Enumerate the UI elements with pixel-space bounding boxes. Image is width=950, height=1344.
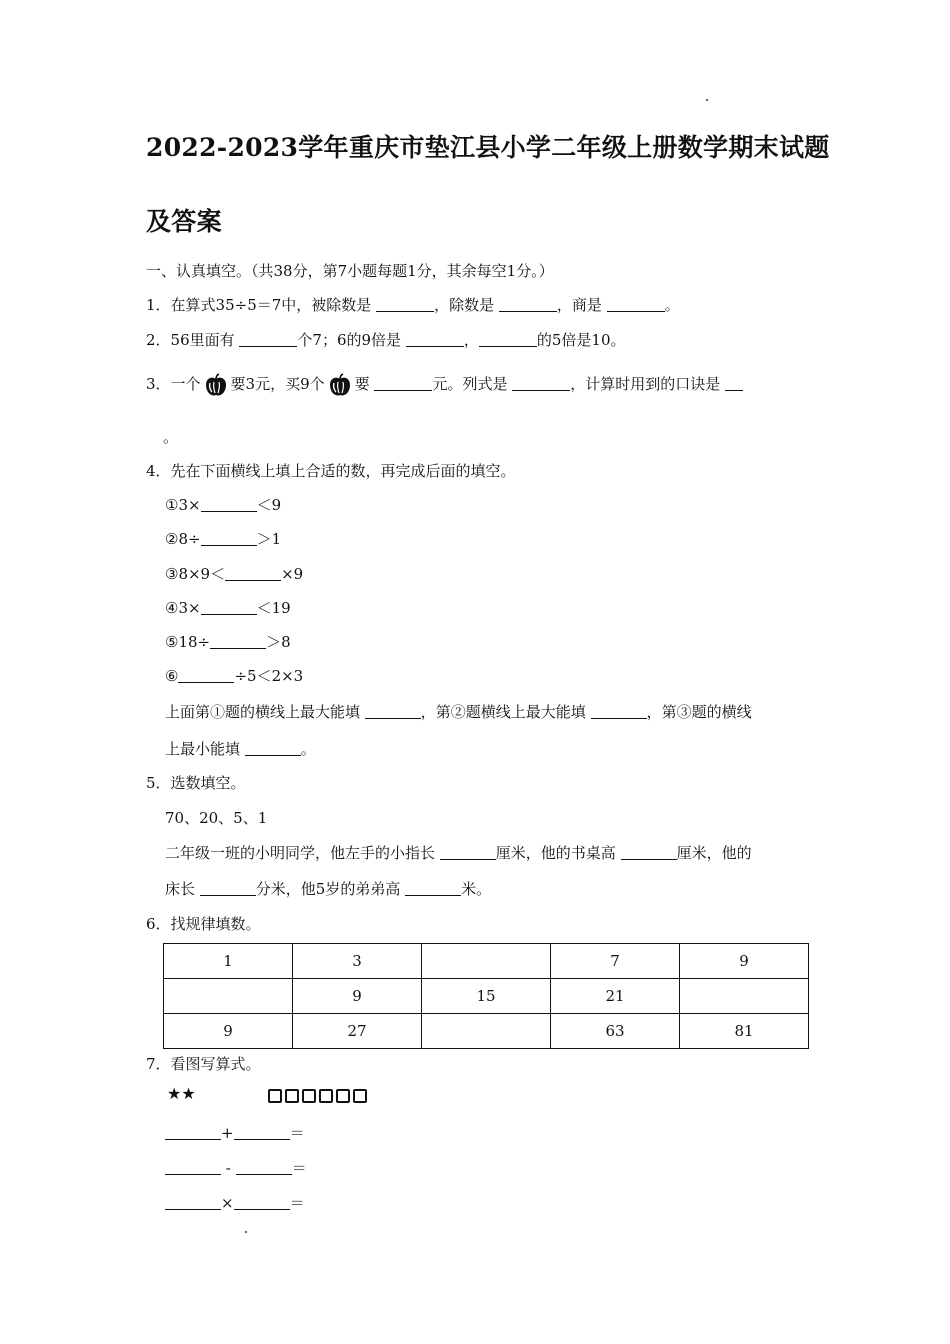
table-cell: 63	[551, 1014, 680, 1049]
operator-text: -	[225, 1159, 231, 1177]
q3-text-e: ，计算时用到的口诀是	[570, 375, 721, 393]
q5-text: 厘米，他的	[676, 844, 752, 862]
q4-item-text: ②8÷	[165, 530, 201, 548]
q1-text-a: 1．在算式35÷5＝7中，被除数是	[146, 296, 372, 314]
q5-line-1	[165, 842, 752, 863]
q3-text-a: 3．一个	[146, 375, 201, 393]
answer-blank[interactable]	[165, 1194, 221, 1210]
answer-blank[interactable]	[201, 530, 257, 546]
answer-blank[interactable]	[621, 844, 677, 860]
q4-item-text: ＜9	[256, 496, 282, 514]
answer-blank[interactable]	[499, 296, 557, 312]
table-cell-blank[interactable]	[422, 944, 551, 979]
table-cell: 1	[164, 944, 293, 979]
q5-text: 厘米，他的书桌高	[495, 844, 616, 862]
table-cell-blank[interactable]	[422, 1014, 551, 1049]
table-cell: 15	[422, 979, 551, 1014]
answer-blank[interactable]	[201, 599, 257, 615]
answer-blank[interactable]	[234, 1124, 290, 1140]
q5-text: 床长	[165, 880, 196, 898]
q5-text: 二年级一班的小明同学，他左手的小指长	[165, 844, 436, 862]
q4-summary-text: 上最小能填	[165, 740, 241, 758]
q2-text-b: 个7；6的9倍是	[297, 331, 402, 349]
q5-text: 米。	[461, 880, 492, 898]
q3-period: 。	[163, 428, 179, 446]
answer-blank[interactable]	[245, 740, 301, 756]
answer-blank[interactable]	[374, 375, 432, 391]
q5-text: 分米，他5岁的弟弟高	[255, 880, 401, 898]
answer-blank[interactable]	[607, 296, 665, 312]
apple-icon	[203, 373, 229, 403]
q4-summary-text: 上面第①题的横线上最大能填	[165, 703, 361, 721]
question-6-stem: 6．找规律填数。	[146, 915, 261, 933]
q4-item-text: ＜19	[256, 599, 291, 617]
q3-text-b: 要3元，买9个	[230, 375, 325, 393]
q3-text-d: 元。列式是	[432, 375, 508, 393]
square-shape	[268, 1089, 282, 1103]
table-row	[164, 979, 809, 1014]
answer-blank[interactable]	[234, 1194, 290, 1210]
answer-blank[interactable]	[405, 880, 461, 896]
answer-blank[interactable]	[178, 667, 234, 683]
scan-dot-bottom	[245, 1231, 247, 1233]
table-cell: 3	[293, 944, 422, 979]
table-cell-blank[interactable]	[164, 979, 293, 1014]
table-cell: 7	[551, 944, 680, 979]
q2-text-d: 的5倍是10。	[536, 331, 626, 349]
question-7-stem: 7．看图写算式。	[146, 1055, 261, 1073]
question-1	[146, 294, 680, 315]
q4-item-text: ⑤18÷	[165, 633, 211, 651]
q2-text-c: ，	[463, 331, 479, 349]
q1-text-c: ，商是	[556, 296, 602, 314]
equals-text: ＝	[291, 1159, 307, 1177]
section-1-heading: 一、认真填空。（共38分，第7小题每题1分，其余每空1分。）	[146, 262, 554, 280]
answer-blank[interactable]	[201, 496, 257, 512]
q4-item-text: ＞8	[266, 633, 291, 651]
question-5-stem: 5．选数填空。	[146, 774, 246, 792]
q4-summary-text: 。	[300, 740, 316, 758]
q4-item-2	[165, 528, 281, 549]
question-2	[146, 329, 626, 350]
page-title-line2: 及答案	[146, 207, 222, 236]
q7-equation-add	[165, 1122, 305, 1143]
answer-blank[interactable]	[200, 880, 256, 896]
q4-item-text: ③8×9＜	[165, 565, 226, 583]
q4-item-text: ①3×	[165, 496, 201, 514]
page-title-line1: 2022-2023学年重庆市垫江县小学二年级上册数学期末试题	[146, 133, 830, 162]
square-shape	[302, 1089, 316, 1103]
q4-item-text: ÷5＜2×3	[234, 667, 304, 685]
q4-item-5	[165, 631, 291, 652]
operator-text: +	[221, 1124, 234, 1142]
q3-text-c: 要	[354, 375, 370, 393]
square-shape	[336, 1089, 350, 1103]
q4-summary-2	[165, 738, 316, 759]
operator-text: ×	[221, 1194, 234, 1212]
table-row	[164, 944, 809, 979]
q5-line-2	[165, 878, 491, 899]
table-cell: 21	[551, 979, 680, 1014]
star-group: ★★	[167, 1084, 196, 1103]
square-shape	[353, 1089, 367, 1103]
q1-text-d: 。	[664, 296, 680, 314]
q4-summary-text: ，第②题横线上最大能填	[420, 703, 586, 721]
q7-equation-multiply	[165, 1192, 305, 1213]
q4-summary-text: ，第③题的横线	[646, 703, 752, 721]
answer-blank[interactable]	[406, 331, 464, 347]
answer-blank[interactable]	[165, 1124, 221, 1140]
answer-blank[interactable]	[165, 1159, 221, 1175]
q4-item-text: ⑥	[165, 667, 179, 685]
table-row	[164, 1014, 809, 1049]
table-cell-blank[interactable]	[680, 979, 809, 1014]
q2-text-a: 2．56里面有	[146, 331, 235, 349]
equals-text: ＝	[289, 1194, 305, 1212]
answer-blank[interactable]	[376, 296, 434, 312]
answer-blank[interactable]	[239, 331, 297, 347]
square-group	[268, 1087, 370, 1106]
q4-item-4	[165, 597, 291, 618]
question-3	[146, 373, 743, 403]
table-cell: 81	[680, 1014, 809, 1049]
answer-blank[interactable]	[479, 331, 537, 347]
table-cell: 27	[293, 1014, 422, 1049]
question-4-stem: 4．先在下面横线上填上合适的数，再完成后面的填空。	[146, 462, 516, 480]
pattern-table	[163, 943, 809, 1049]
answer-blank[interactable]	[440, 844, 496, 860]
scan-dot-top	[706, 99, 708, 101]
q4-summary-1	[165, 701, 752, 722]
q7-equation-subtract	[165, 1157, 307, 1178]
answer-blank[interactable]	[365, 703, 421, 719]
answer-blank[interactable]	[225, 565, 281, 581]
square-shape	[285, 1089, 299, 1103]
q4-item-1	[165, 494, 281, 515]
answer-blank[interactable]	[512, 375, 570, 391]
q1-text-b: ，除数是	[434, 296, 495, 314]
q4-item-6	[165, 665, 303, 686]
table-cell: 9	[164, 1014, 293, 1049]
answer-blank[interactable]	[236, 1159, 292, 1175]
answer-blank[interactable]	[210, 633, 266, 649]
apple-icon	[327, 373, 353, 403]
answer-blank[interactable]	[591, 703, 647, 719]
q5-numbers: 70、20、5、1	[165, 809, 268, 827]
equals-text: ＝	[289, 1124, 305, 1142]
answer-blank[interactable]	[725, 375, 743, 391]
square-shape	[319, 1089, 333, 1103]
q4-item-text: ④3×	[165, 599, 201, 617]
q4-item-text: ＞1	[256, 530, 282, 548]
q4-item-text: ×9	[281, 565, 304, 583]
table-cell: 9	[680, 944, 809, 979]
table-cell: 9	[293, 979, 422, 1014]
q4-item-3	[165, 563, 303, 584]
